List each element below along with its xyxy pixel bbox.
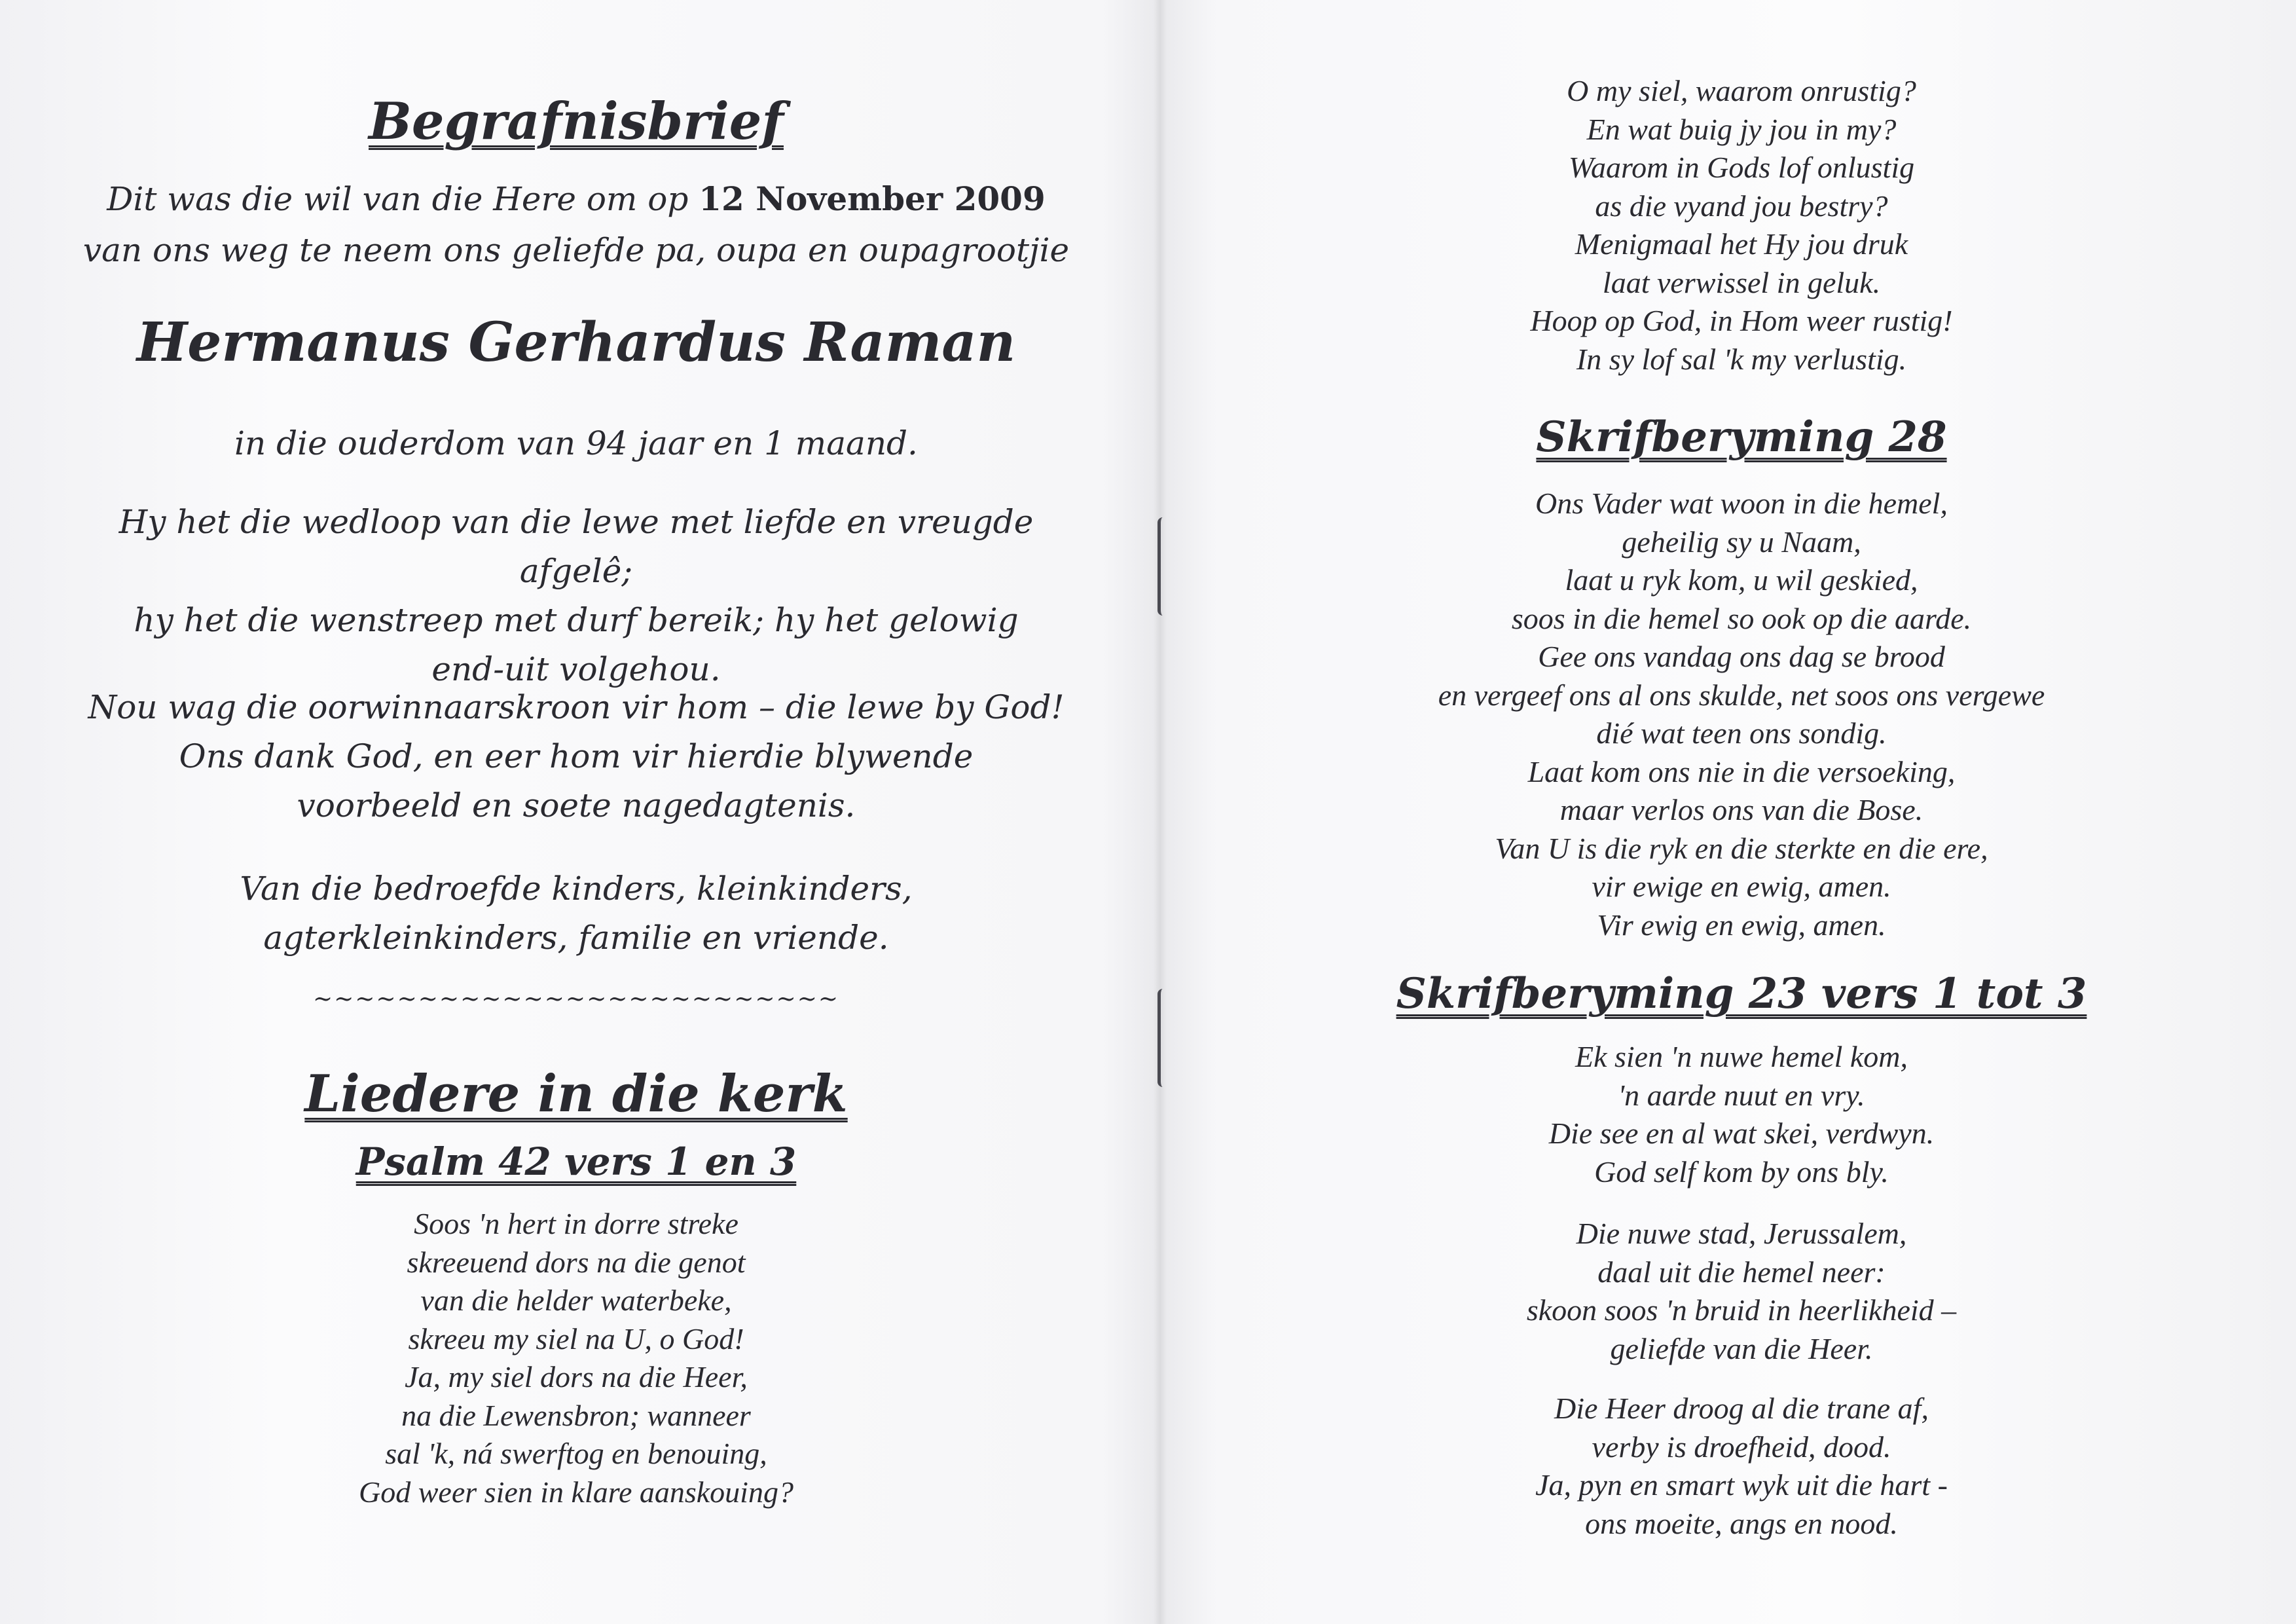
skrifberyming-23-stanza-2: [1283, 1215, 2200, 1368]
verse-line: God self kom by ons bly.: [1594, 1154, 1889, 1189]
separator: ~~~~~~~~~~~~~~~~~~~~~~~~~: [312, 986, 840, 1012]
mourners-line: agterkleinkinders, familie en vriende.: [263, 919, 889, 957]
verse-line: laat verwissel in geluk.: [1602, 265, 1881, 299]
psalm-continuation: [1283, 72, 2200, 378]
verse-line: van die helder waterbeke,: [420, 1283, 732, 1317]
verse-line: laat u ryk kom, u wil geskied,: [1565, 563, 1918, 597]
verse-line: Ons Vader wat woon in die hemel,: [1535, 487, 1948, 520]
mourners-paragraph: [59, 864, 1093, 963]
verse-line: 'n aarde nuut en vry.: [1618, 1078, 1865, 1112]
verse-line: geliefde van die Heer.: [1610, 1331, 1873, 1365]
tribute-line: Ons dank God, en eer hom vir hierdie blywende: [179, 737, 974, 775]
tribute-line: end-uit volgehou.: [431, 650, 721, 688]
tribute-line: Hy het die wedloop van die lewe met liefde en vreugde afgelê;: [118, 503, 1034, 590]
skrifberyming-28-verse: [1283, 485, 2200, 944]
tribute-line: Nou wag die oorwinnaarskroon vir hom – die lewe by God!: [88, 688, 1065, 726]
psalm-verse: [59, 1205, 1093, 1511]
tribute-paragraph-2: [59, 683, 1093, 830]
verse-line: Menigmaal het Hy jou druk: [1575, 227, 1908, 261]
verse-line: Die see en al wat skei, verdwyn.: [1548, 1116, 1935, 1150]
verse-line: Soos 'n hert in dorre streke: [414, 1207, 738, 1240]
psalm-heading: Psalm 42 vers 1 en 3: [355, 1139, 797, 1184]
skrifberyming-23-stanza-3: [1283, 1390, 2200, 1543]
verse-line: God weer sien in klare aanskouing?: [359, 1475, 793, 1509]
verse-line: skoon soos 'n bruid in heerlikheid –: [1526, 1293, 1957, 1327]
verse-line: Ja, my siel dors na die Heer,: [405, 1360, 748, 1393]
deceased-name: Hermanus Gerhardus Raman: [136, 311, 1016, 374]
verse-line: skreeuend dors na die genot: [407, 1245, 746, 1279]
verse-line: skreeu my siel na U, o God!: [408, 1321, 744, 1356]
intro-line-1: [59, 174, 1093, 225]
verse-line: maar verlos ons van die Bose.: [1559, 793, 1923, 826]
announcement-intro: [59, 174, 1093, 276]
verse-line: O my siel, waarom onrustig?: [1567, 74, 1916, 107]
verse-line: verby is droefheid, dood.: [1592, 1430, 1891, 1464]
tribute-line: voorbeeld en soete nagedagtenis.: [297, 786, 856, 824]
verse-line: geheilig sy u Naam,: [1622, 525, 1861, 559]
verse-line: sal 'k, ná swerftog en benouing,: [385, 1437, 767, 1470]
skrifberyming-28-heading: Skrifberyming 28: [1536, 413, 1947, 462]
center-fold: [1154, 0, 1167, 1624]
right-page: [1283, 0, 2200, 1624]
verse-line: soos in die hemel so ook op die aarde.: [1511, 601, 1972, 635]
mourners-line: Van die bedroefde kinders, kleinkinders,: [240, 870, 913, 908]
skrifberyming-23-heading: Skrifberyming 23 vers 1 tot 3: [1396, 969, 2087, 1018]
staple-top: [1157, 517, 1170, 616]
verse-line: Vir ewig en ewig, amen.: [1597, 908, 1886, 942]
verse-line: Ek sien 'n nuwe hemel kom,: [1575, 1040, 1908, 1073]
verse-line: ons moeite, angs en nood.: [1585, 1506, 1898, 1540]
verse-line: vir ewige en ewig, amen.: [1592, 870, 1891, 903]
verse-line: Die nuwe stad, Jerussalem,: [1576, 1217, 1907, 1250]
verse-line: daal uit die hemel neer:: [1597, 1255, 1886, 1289]
date-of-death: 12 November 2009: [699, 179, 1046, 218]
verse-line: na die Lewensbron; wanneer: [401, 1398, 751, 1432]
verse-line: dié wat teen ons sondig.: [1596, 716, 1887, 750]
verse-line: En wat buig jy jou in my?: [1586, 112, 1897, 146]
songs-title: Liedere in die kerk: [304, 1064, 848, 1124]
skrifberyming-23-stanza-1: [1283, 1038, 2200, 1191]
verse-line: as die vyand jou bestry?: [1595, 189, 1888, 223]
page-title: Begrafnisbrief: [369, 92, 784, 151]
age-line: in die ouderdom van 94 jaar en 1 maand.: [234, 424, 918, 462]
intro-line-2: van ons weg te neem ons geliefde pa, oupa en oupagrootjie: [82, 231, 1070, 269]
verse-line: Gee ons vandag ons dag se brood: [1538, 640, 1945, 673]
intro-prefix: Dit was die wil van die Here om op: [107, 180, 689, 218]
verse-line: en vergeef ons al ons skulde, net soos ons vergewe: [1438, 678, 2045, 712]
staple-bottom: [1157, 989, 1170, 1087]
verse-line: Hoop op God, in Hom weer rustig!: [1530, 304, 1953, 337]
tribute-paragraph-1: [59, 498, 1093, 694]
verse-line: Die Heer droog al die trane af,: [1554, 1392, 1929, 1425]
verse-line: Ja, pyn en smart wyk uit die hart -: [1535, 1468, 1948, 1502]
verse-line: Van U is die ryk en die sterkte en die ere,: [1495, 831, 1988, 865]
left-page: [59, 0, 1093, 1624]
verse-line: Waarom in Gods lof onlustig: [1568, 151, 1915, 184]
verse-line: Laat kom ons nie in die versoeking,: [1527, 754, 1956, 788]
verse-line: In sy lof sal 'k my verlustig.: [1576, 342, 1907, 376]
tribute-line: hy het die wenstreep met durf bereik; hy het gelowig: [134, 601, 1019, 639]
